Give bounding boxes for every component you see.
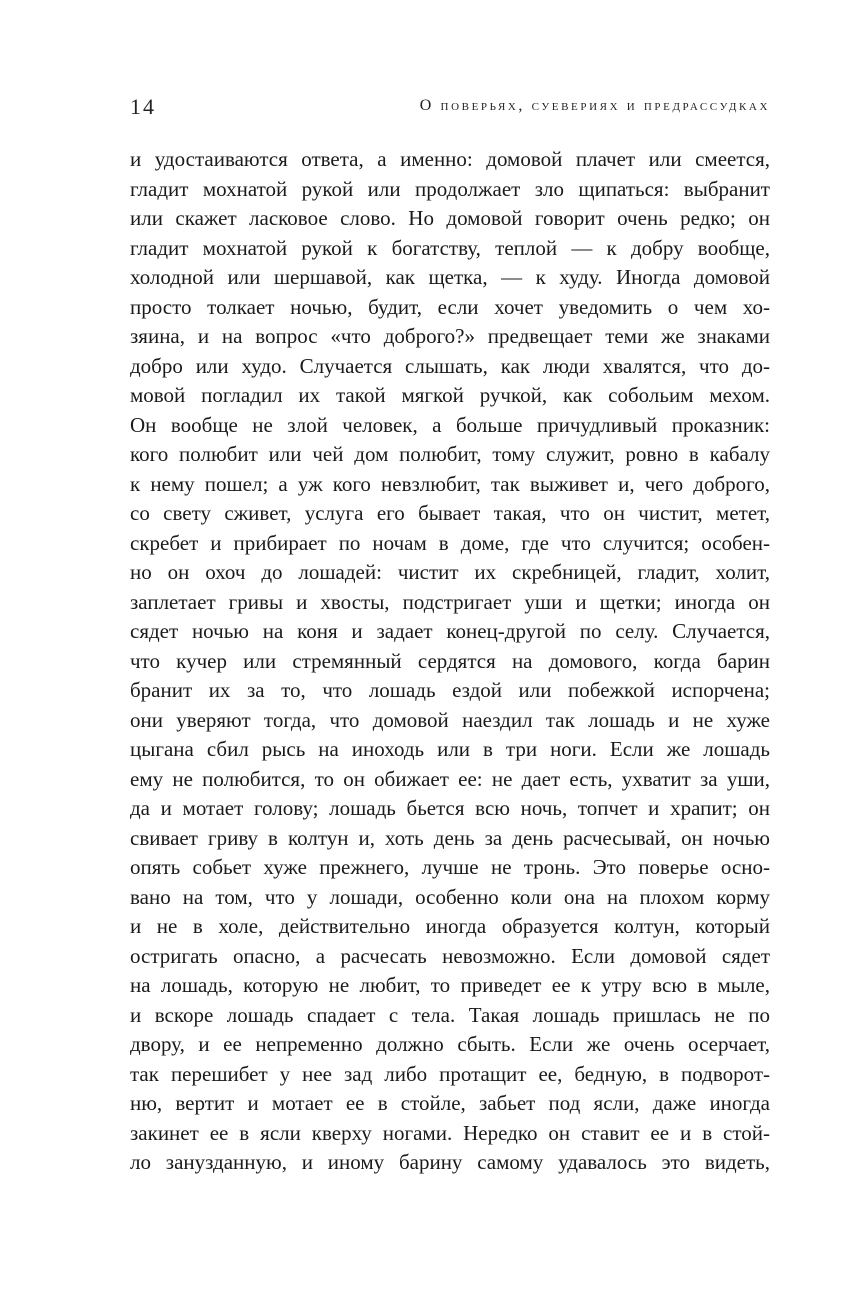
text-line: гладит мохнатой рукой или продолжает зло щипаться: выбранит [130, 176, 770, 201]
text-line: скребет и прибирает по ночам в доме, где что случится; особен- [130, 530, 770, 555]
page-number: 14 [130, 94, 156, 119]
text-line: к нему пошел; а уж кого невзлюбит, так выживет и, чего доброго, [130, 471, 770, 496]
text-line: ему не полюбится, то он обижает ее: не дает есть, ухватит за уши, [130, 766, 770, 791]
text-line: холодной или шершавой, как щетка, — к худу. Иногда домовой [130, 265, 770, 289]
text-line: зяина, и на вопрос «что доброго?» предвещает теми же знаками [130, 324, 770, 348]
text-line: или скажет ласковое слово. Но домовой говорит очень редко; он [130, 206, 770, 230]
text-line: закинет ее в ясли кверху ногами. Нередко он ставит ее и в стой- [130, 1120, 770, 1145]
text-line: да и мотает голову; лошадь бьется всю ночь, топчет и храпит; он [130, 796, 770, 820]
text-line: так перешибет у нее зад либо протащит ее, бедную, в подворот- [130, 1061, 770, 1086]
text-line: вано на том, что у лошади, особенно коли она на плохом корму [130, 884, 770, 909]
text-line: просто толкает ночью, будит, если хочет уведомить о чем хо- [130, 294, 770, 319]
text-line: цыгана сбил рысь на иноходь или в три ноги. Если же лошадь [130, 737, 770, 761]
text-line: что кучер или стремянный сердятся на домового, когда барин [130, 648, 770, 673]
text-line: но он охоч до лошадей: чистит их скребницей, гладит, холит, [130, 560, 770, 584]
body-text [130, 145, 770, 1178]
text-line: кого полюбит или чей дом полюбит, тому служит, ровно в кабалу [130, 442, 770, 466]
text-line: опять собьет хуже прежнего, лучше не тронь. Это поверье осно- [130, 855, 770, 879]
text-line: мовой погладил их такой мягкой ручкой, как собольим мехом. [130, 383, 770, 407]
text-line: ню, вертит и мотает ее в стойле, забьет под ясли, даже иногда [130, 1091, 770, 1115]
text-line: и удостаиваются ответа, а именно: домовой плачет или смеется, [130, 147, 770, 171]
text-line: Он вообще не злой человек, а больше причудливый проказник: [130, 412, 770, 437]
text-line: и не в холе, действительно иногда образуется колтун, который [130, 914, 770, 938]
text-line: гладит мохнатой рукой к богатству, теплой — к добру вообще, [130, 235, 770, 260]
text-line: и вскоре лошадь спадает с тела. Такая лошадь пришлась не по [130, 1002, 770, 1027]
text-line: на лошадь, которую не любит, то приведет ее к утру всю в мыле, [130, 973, 770, 997]
text-line: добро или худо. Случается слышать, как люди хвалятся, что до- [130, 353, 770, 378]
text-line: со свету сживет, услуга его бывает такая, что он чистит, метет, [130, 501, 770, 525]
text-line: заплетает гривы и хвосты, подстригает уши и щетки; иногда он [130, 589, 770, 614]
running-head [130, 94, 770, 124]
text-line: остригать опасно, а расчесать невозможно. Если домовой сядет [130, 943, 770, 968]
text-line: свивает гриву в колтун и, хоть день за день расчесывай, он ночью [130, 825, 770, 850]
text-line: ло занузданную, и иному барину самому удавалось это видеть, [130, 1150, 770, 1174]
text-line: они уверяют тогда, что домовой наездил так лошадь и не хуже [130, 707, 770, 732]
running-title: О поверьях, суевериях и предрассудках [419, 97, 770, 114]
text-line: двору, и ее непременно должно сбыть. Если же очень осерчает, [130, 1032, 770, 1056]
text-line: сядет ночью на коня и задает конец-другой по селу. Случается, [130, 619, 770, 643]
text-line: бранит их за то, что лошадь ездой или побежкой испорчена; [130, 678, 770, 702]
